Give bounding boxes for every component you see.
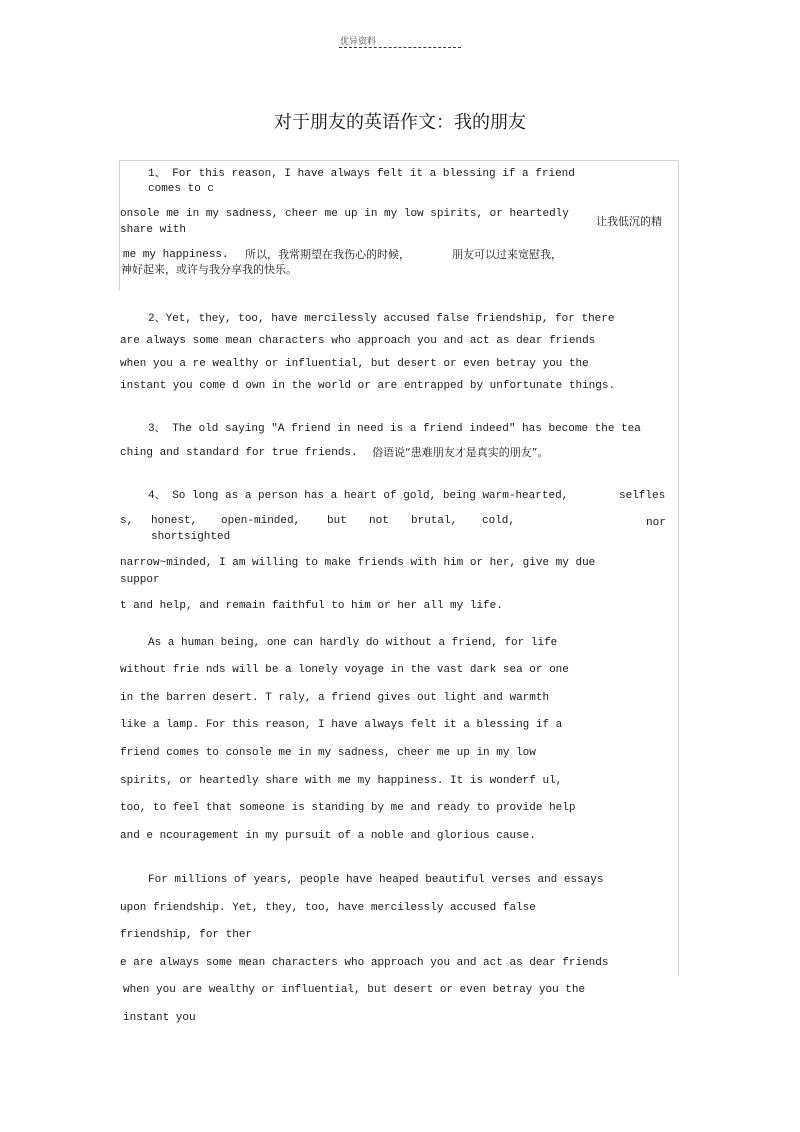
p5-line-8: and e ncouragement in my pursuit of a noble and glorious cause. bbox=[120, 830, 536, 842]
p5-line-5: friend comes to console me in my sadness, cheer me up in my low bbox=[120, 747, 536, 759]
p4-word-5: not bbox=[369, 515, 389, 527]
p3-line-2b: 俗语说“患难朋友才是真实的朋友”。 bbox=[372, 446, 549, 459]
p1-line-5b: 所以，我常期望在我伤心的时候， bbox=[245, 248, 410, 261]
p4-word-1: s, bbox=[120, 515, 134, 527]
p4-line-1a: 4、 So long as a person has a heart of gold, being warm-hearted, bbox=[148, 490, 569, 502]
frame-top-border bbox=[119, 160, 679, 161]
p6-line-3: friendship, for ther bbox=[120, 929, 253, 941]
p6-line-5: when you are wealthy or influential, but desert or even betray you the bbox=[123, 984, 586, 996]
p4-line-1b: selfles bbox=[619, 490, 666, 502]
p1-line-5a: me my happiness. bbox=[123, 249, 229, 261]
p6-line-1: For millions of years, people have heaped beautiful verses and essays bbox=[148, 874, 604, 886]
p2-line-4: instant you come d own in the world or are entrapped by unfortunate things. bbox=[120, 380, 616, 392]
header-rule bbox=[339, 47, 461, 48]
p4-word-8: nor bbox=[646, 517, 666, 529]
p5-line-3: in the barren desert. T raly, a friend gives out light and warmth bbox=[120, 692, 550, 704]
p2-line-2: are always some mean characters who approach you and act as dear friends bbox=[120, 335, 596, 347]
p4-word-2: honest, bbox=[151, 515, 198, 527]
document-title: 对于朋友的英语作文：我的朋友 bbox=[274, 112, 526, 133]
p4-word-3: open-minded, bbox=[221, 515, 301, 527]
frame-right-border bbox=[678, 160, 679, 976]
p1-side-note: 让我低沉的精 bbox=[596, 215, 662, 228]
p4-word-6: brutal, bbox=[411, 515, 458, 527]
p4-line-3: shortsighted bbox=[151, 531, 231, 543]
p5-line-4: like a lamp. For this reason, I have always felt it a blessing if a bbox=[120, 719, 563, 731]
header-label: 优异资料 bbox=[340, 37, 377, 47]
p4-line-6: t and help, and remain faithful to him or her all my life. bbox=[120, 600, 503, 612]
p4-word-7: cold, bbox=[482, 515, 516, 527]
p4-line-4: narrow~minded, I am willing to make friends with him or her, give my due bbox=[120, 557, 596, 569]
p6-line-6: instant you bbox=[123, 1012, 196, 1024]
p1-line-3: onsole me in my sadness, cheer me up in my low spirits, or heartedly bbox=[120, 208, 569, 220]
p4-line-5: suppor bbox=[120, 574, 160, 586]
p4-word-4: but bbox=[327, 515, 347, 527]
p5-line-2: without frie nds will be a lonely voyage in the vast dark sea or one bbox=[120, 664, 569, 676]
p1-line-2: comes to c bbox=[148, 183, 215, 195]
p3-line-1: 3、 The old saying "A friend in need is a friend indeed" has become the tea bbox=[148, 423, 641, 435]
p5-line-1: As a human being, one can hardly do without a friend, for life bbox=[148, 637, 558, 649]
p3-line-2a: ching and standard for true friends. bbox=[120, 447, 358, 459]
p1-line-4: share with bbox=[120, 224, 187, 236]
p1-line-1: 1、 For this reason, I have always felt it a blessing if a friend bbox=[148, 168, 575, 180]
p6-line-4: e are always some mean characters who approach you and act as dear friends bbox=[120, 957, 609, 969]
p1-line-6: 神好起来，或许与我分享我的快乐。 bbox=[121, 263, 297, 276]
p5-line-7: too, to feel that someone is standing by me and ready to provide help bbox=[120, 802, 576, 814]
p6-line-2: upon friendship. Yet, they, too, have mercilessly accused false bbox=[120, 902, 536, 914]
p2-line-3: when you a re wealthy or influential, but desert or even betray you the bbox=[120, 358, 589, 370]
p1-line-5c: 朋友可以过来宽慰我， bbox=[452, 248, 562, 261]
p2-line-1: 2、Yet, they, too, have mercilessly accused false friendship, for there bbox=[148, 313, 615, 325]
p5-line-6: spirits, or heartedly share with me my happiness. It is wonderf ul, bbox=[120, 775, 563, 787]
